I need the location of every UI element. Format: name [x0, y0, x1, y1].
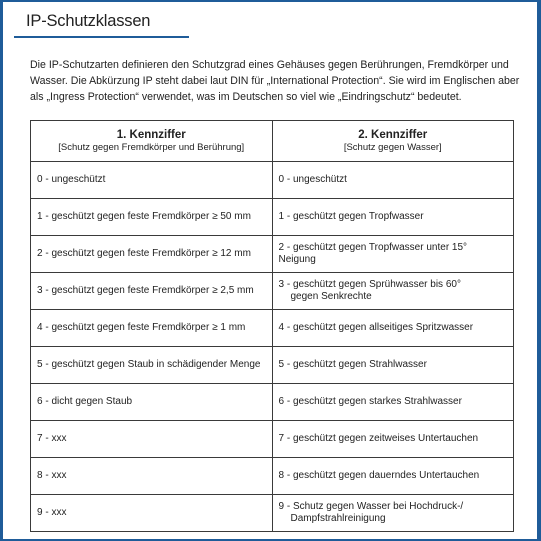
intro-paragraph: [30, 57, 520, 105]
first-digit-cell: 4 - geschützt gegen feste Fremdkörper ≥ 1 mm: [31, 310, 273, 347]
second-digit-cell: 0 - ungeschützt: [272, 162, 514, 199]
ip-classes-table: [30, 120, 514, 532]
page-title: IP-Schutzklassen: [26, 12, 151, 30]
first-digit-cell: 9 - xxx: [31, 495, 273, 532]
table-row: [31, 199, 514, 236]
table-row: [31, 310, 514, 347]
second-digit-cell: 7 - geschützt gegen zeitweises Untertauchen: [272, 421, 514, 458]
header-title: 2. Kennziffer: [358, 129, 428, 141]
second-digit-cell: 6 - geschützt gegen starkes Strahlwasser: [272, 384, 514, 421]
second-digit-cell: [272, 495, 514, 532]
second-digit-cell: [272, 273, 514, 310]
cell-line: 3 - geschützt gegen Sprühwasser bis 60°: [278, 279, 461, 290]
first-digit-cell: 2 - geschützt gegen feste Fremdkörper ≥ 12 mm: [31, 236, 273, 273]
second-digit-cell: 4 - geschützt gegen allseitiges Spritzwasser: [272, 310, 514, 347]
intro-text: Die IP-Schutzarten definieren den Schutzgrad eines Gehäuses gegen Berührungen, Fremdkörper und Wasser. Die Abkürzung IP steht dabei laut DIN für „International Protection“. Sie wird im Englischen aber als „Ingress Protection“ verwendet, was im Deutschen so viel wie „Eindringschutz“ bedeutet.: [30, 59, 520, 103]
table-row: [31, 162, 514, 199]
header-subtitle: [Schutz gegen Fremdkörper und Berührung]: [58, 142, 245, 153]
table-row: [31, 347, 514, 384]
cell-line-continued: gegen Senkrechte: [290, 291, 372, 302]
title-underline: [14, 36, 189, 38]
header-second-digit: [272, 121, 514, 162]
table-row: [31, 273, 514, 310]
cell-line: 9 - Schutz gegen Wasser bei Hochdruck-/: [278, 501, 464, 512]
header-title: 1. Kennziffer: [116, 129, 186, 141]
first-digit-cell: 6 - dicht gegen Staub: [31, 384, 273, 421]
table-row: [31, 495, 514, 532]
table-row: [31, 458, 514, 495]
cell-line-continued: Dampfstrahlreinigung: [290, 513, 386, 524]
first-digit-cell: 8 - xxx: [31, 458, 273, 495]
table-header-row: [31, 121, 514, 162]
table-row: [31, 236, 514, 273]
table-row: [31, 421, 514, 458]
first-digit-cell: 5 - geschützt gegen Staub in schädigender Menge: [31, 347, 273, 384]
header-subtitle: [Schutz gegen Wasser]: [343, 142, 442, 153]
first-digit-cell: 0 - ungeschützt: [31, 162, 273, 199]
second-digit-cell: 8 - geschützt gegen dauerndes Untertauchen: [272, 458, 514, 495]
header-first-digit: [31, 121, 273, 162]
first-digit-cell: 3 - geschützt gegen feste Fremdkörper ≥ 2,5 mm: [31, 273, 273, 310]
table-row: [31, 384, 514, 421]
first-digit-cell: 1 - geschützt gegen feste Fremdkörper ≥ 50 mm: [31, 199, 273, 236]
second-digit-cell: 5 - geschützt gegen Strahlwasser: [272, 347, 514, 384]
second-digit-cell: 1 - geschützt gegen Tropfwasser: [272, 199, 514, 236]
first-digit-cell: 7 - xxx: [31, 421, 273, 458]
second-digit-cell: 2 - geschützt gegen Tropfwasser unter 15° Neigung: [272, 236, 514, 273]
